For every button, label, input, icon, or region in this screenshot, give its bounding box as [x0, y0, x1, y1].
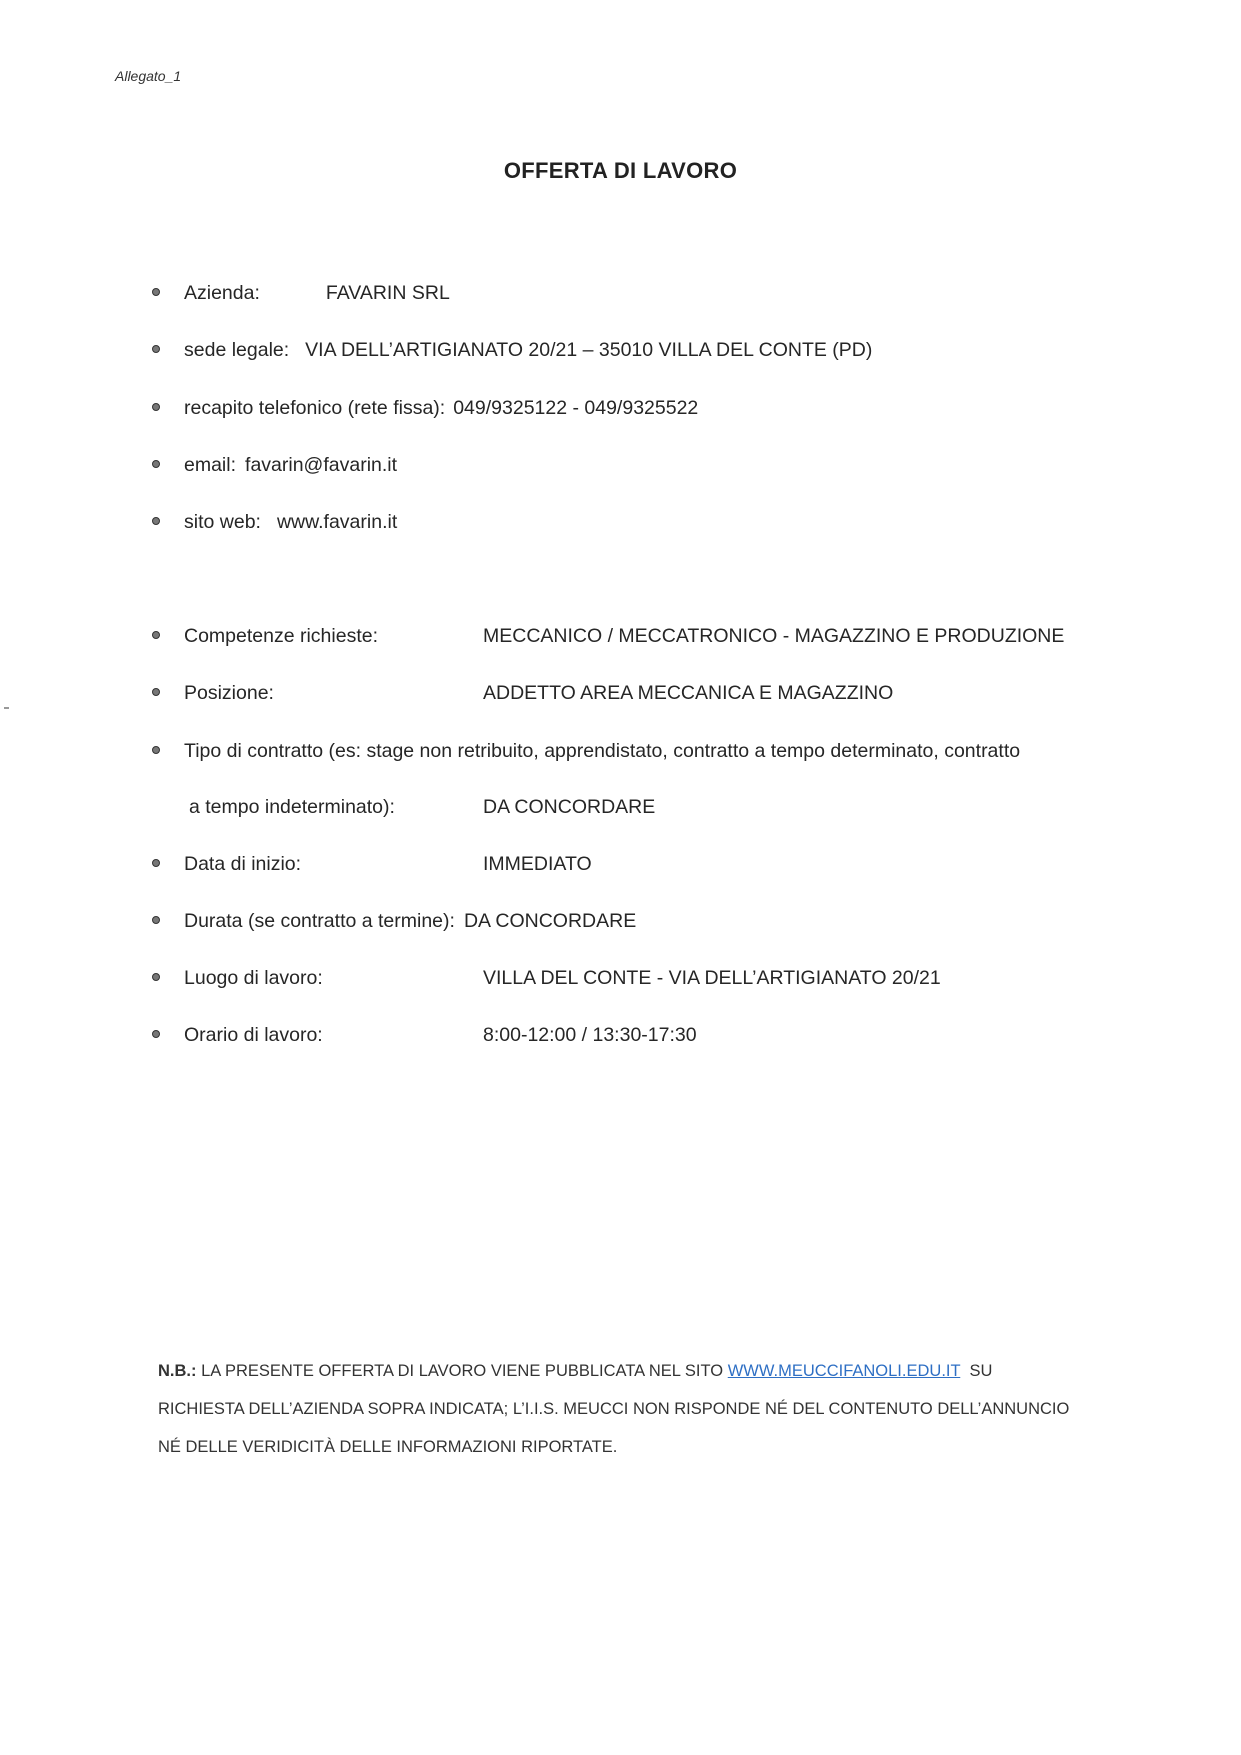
- bullet-icon: [152, 403, 160, 411]
- luogo-label: Luogo di lavoro:: [184, 967, 323, 989]
- web-value: www.favarin.it: [276, 511, 398, 533]
- meucci-link[interactable]: WWW.MEUCCIFANOLI.EDU.IT: [727, 1362, 961, 1380]
- bullet-icon: [152, 916, 160, 924]
- orario-value: 8:00-12:00 / 13:30-17:30: [483, 1024, 697, 1046]
- list-item-contratto: [152, 739, 1020, 763]
- web-label: sito web:: [184, 511, 261, 533]
- list-item-azienda: [152, 281, 450, 305]
- durata-value: DA CONCORDARE: [463, 910, 637, 932]
- note-suffix: SU: [969, 1362, 993, 1380]
- list-item-durata: [152, 909, 636, 933]
- bullet-icon: [152, 288, 160, 296]
- azienda-value: FAVARIN SRL: [325, 282, 450, 304]
- list-item-competenze: [152, 624, 378, 648]
- note-text-1: LA PRESENTE OFFERTA DI LAVORO VIENE PUBBLICATA NEL SITO: [201, 1362, 724, 1380]
- telefono-value: 049/9325122 - 049/9325522: [453, 397, 699, 419]
- scan-speck: [4, 707, 9, 709]
- contratto-value: DA CONCORDARE: [483, 796, 656, 818]
- note-prefix: N.B.:: [158, 1362, 197, 1380]
- contratto-label-line1: Tipo di contratto (es: stage non retribuito, apprendistato, contratto a tempo determinato, contratto: [184, 740, 1021, 762]
- list-item-luogo: [152, 966, 323, 990]
- list-item-orario: [152, 1023, 323, 1047]
- note-line-2: RICHIESTA DELL’AZIENDA SOPRA INDICATA; L’I.I.S. MEUCCI NON RISPONDE NÉ DEL CONTENUTO DELL’ANNUNCIO: [158, 1400, 1070, 1418]
- list-item-telefono: [152, 396, 698, 420]
- note-line-3: NÉ DELLE VERIDICITÀ DELLE INFORMAZIONI RIPORTATE.: [158, 1438, 618, 1456]
- inizio-value: IMMEDIATO: [483, 853, 592, 875]
- note-line-1: [158, 1360, 992, 1382]
- azienda-label: Azienda:: [184, 282, 260, 304]
- telefono-label: recapito telefonico (rete fissa):: [184, 397, 446, 419]
- email-label: email:: [184, 454, 237, 476]
- bullet-icon: [152, 517, 160, 525]
- list-item-email: [152, 453, 397, 477]
- posizione-value: ADDETTO AREA MECCANICA E MAGAZZINO: [483, 682, 894, 704]
- durata-label: Durata (se contratto a termine):: [184, 910, 455, 932]
- bullet-icon: [152, 859, 160, 867]
- bullet-icon: [152, 631, 160, 639]
- email-value: favarin@favarin.it: [245, 454, 398, 476]
- list-item-sede: [152, 338, 872, 362]
- sede-value: VIA DELL’ARTIGIANATO 20/21 – 35010 VILLA DEL CONTE (PD): [305, 339, 873, 361]
- list-item-web: [152, 510, 397, 534]
- contratto-label-line2: a tempo indeterminato):: [189, 796, 395, 818]
- posizione-label: Posizione:: [184, 682, 274, 704]
- bullet-icon: [152, 688, 160, 696]
- inizio-label: Data di inizio:: [184, 853, 302, 875]
- bullet-icon: [152, 460, 160, 468]
- luogo-value: VILLA DEL CONTE - VIA DELL’ARTIGIANATO 20/21: [483, 967, 941, 989]
- list-item-posizione: [152, 681, 274, 705]
- competenze-label: Competenze richieste:: [184, 625, 379, 647]
- orario-label: Orario di lavoro:: [184, 1024, 323, 1046]
- bullet-icon: [152, 1030, 160, 1038]
- bullet-icon: [152, 973, 160, 981]
- bullet-icon: [152, 345, 160, 353]
- page-title: OFFERTA DI LAVORO: [503, 158, 738, 183]
- list-item-inizio: [152, 852, 301, 876]
- attachment-label: Allegato_1: [115, 68, 182, 84]
- sede-label: sede legale:: [184, 339, 290, 361]
- competenze-value: MECCANICO / MECCATRONICO - MAGAZZINO E PRODUZIONE: [483, 625, 1065, 647]
- bullet-icon: [152, 746, 160, 754]
